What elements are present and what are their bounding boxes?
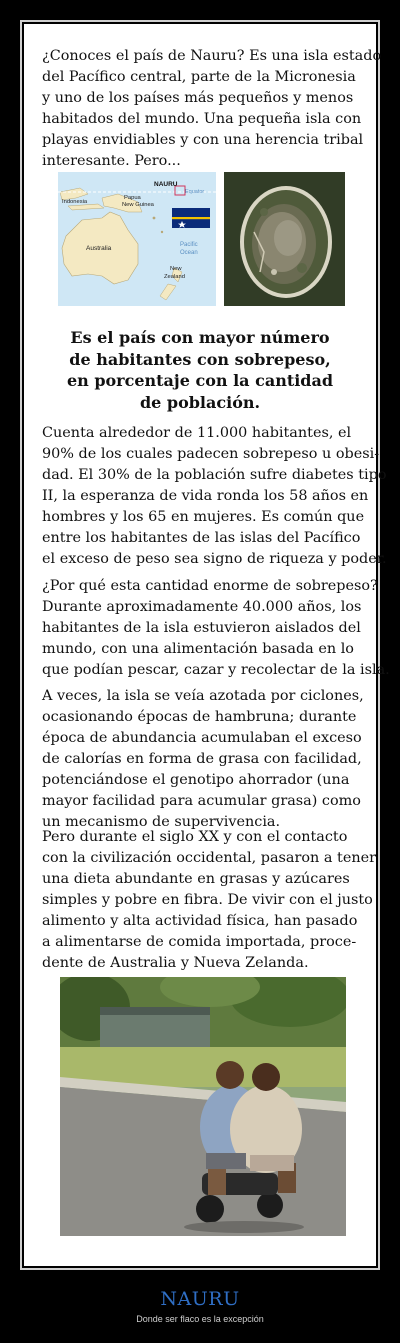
- text-line: del Pacífico central, parte de la Micronesia: [42, 69, 356, 85]
- region-map: [58, 172, 216, 306]
- text-line: mundo, con una alimentación basada en lo: [42, 641, 354, 657]
- label-pacific: Pacific: [180, 242, 198, 248]
- text-line: un mecanismo de supervivencia.: [42, 814, 281, 830]
- text-line: hombres y los 65 en mujeres. Es común que: [42, 509, 365, 525]
- statistics-paragraph: [42, 423, 387, 570]
- text-line: interesante. Pero...: [42, 153, 181, 169]
- label-new-guinea: New Guinea: [122, 202, 154, 208]
- text-line: mayor facilidad para acumular grasa) como: [42, 793, 361, 809]
- text-line: época de abundancia acumulaban el exceso: [42, 730, 362, 746]
- intro-paragraph: [42, 46, 382, 172]
- text-line: habitados del mundo. Una pequeña isla con: [42, 111, 362, 127]
- text-line: a alimentarse de comida importada, proce-: [42, 934, 357, 950]
- headline-line: de habitantes con sobrepeso,: [69, 349, 331, 369]
- history-paragraph: [42, 576, 390, 681]
- footer-title: NAURU: [160, 1288, 240, 1310]
- island-dot: [161, 231, 163, 233]
- label-indonesia: Indonesia: [62, 199, 88, 205]
- headline-line: en porcentaje con la cantidad: [66, 371, 334, 390]
- text-line: Cuenta alrededor de 11.000 habitantes, el: [42, 425, 352, 441]
- poster-page: [24, 24, 390, 1266]
- label-australia: Australia: [86, 245, 112, 252]
- footer-subtitle: Donde ser flaco es la excepción: [136, 1314, 264, 1324]
- label-zealand: Zealand: [164, 274, 185, 280]
- text-line: Pero durante el siglo XX y con el contacto: [42, 829, 348, 845]
- text-line: alimento y alta actividad física, han pasado: [42, 913, 358, 929]
- text-line: Durante aproximadamente 40.000 años, los: [42, 599, 362, 615]
- text-line: II, la esperanza de vida ronda los 58 años en: [42, 488, 369, 504]
- text-line: playas envidiables y con una herencia tribal: [42, 132, 364, 148]
- text-line: de calorías en forma de grasa con facilidad,: [42, 751, 362, 767]
- nauru-flag: [172, 208, 210, 228]
- text-line: A veces, la isla se veía azotada por ciclones,: [42, 688, 364, 704]
- headline-line: Es el país con mayor número: [70, 328, 330, 347]
- text-line: con la civilización occidental, pasaron a tener: [42, 850, 377, 866]
- text-line: una dieta abundante en grasas y azúcares: [42, 871, 350, 887]
- poster-frame: [20, 20, 390, 1270]
- island-dot: [153, 217, 156, 220]
- label-new: New: [170, 266, 182, 272]
- text-line: ocasionando épocas de hambruna; durante: [42, 709, 357, 725]
- text-line: que podían pescar, cazar y recolectar de la isla.: [42, 662, 390, 678]
- text-line: entre los habitantes de las islas del Pacífico: [42, 530, 361, 546]
- text-line: ¿Conoces el país de Nauru? Es una isla estado: [42, 48, 382, 64]
- text-line: potenciándose el genotipo ahorrador (una: [42, 772, 350, 788]
- text-line: habitantes de la isla estuvieron aislados del: [42, 620, 361, 636]
- text-line: dad. El 30% de la población sufre diabetes tipo: [42, 467, 387, 483]
- cyclones-paragraph: [42, 686, 372, 833]
- motorbike-photo: [60, 977, 346, 1236]
- label-ocean: Ocean: [180, 250, 198, 256]
- text-line: simples y pobre en fibra. De vivir con el justo: [42, 892, 373, 908]
- diet-paragraph: [42, 827, 377, 974]
- text-line: 90% de los cuales padecen sobrepeso u obesi-: [42, 446, 380, 462]
- text-line: dente de Australia y Nueva Zelanda.: [42, 955, 309, 971]
- text-line: y uno de los países más pequeños y menos: [42, 90, 354, 106]
- label-nauru: NAURU: [154, 181, 178, 188]
- text-line: el exceso de peso sea signo de riqueza y poder.: [42, 551, 387, 567]
- text-line: ¿Por qué esta cantidad enorme de sobrepeso?: [42, 578, 378, 594]
- label-papua: Papua: [124, 195, 141, 201]
- label-equator: Equator: [185, 189, 205, 195]
- island-satellite-image: [224, 172, 345, 306]
- headline: [24, 327, 376, 413]
- headline-line: de población.: [139, 392, 261, 412]
